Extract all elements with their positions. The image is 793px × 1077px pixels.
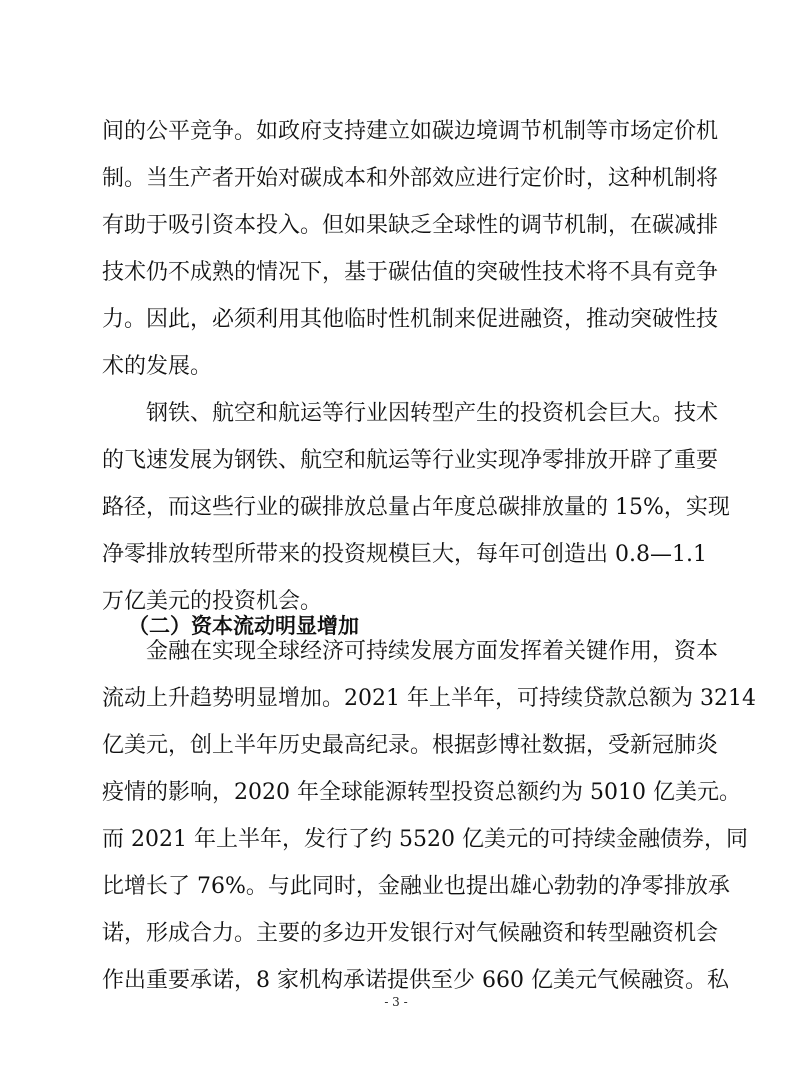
text-line: 流动上升趋势明显增加。2021 年上半年，可持续贷款总额为 3214: [102, 686, 756, 711]
text-line: 作出重要承诺，8 家机构承诺提供至少 660 亿美元气候融资。私: [102, 968, 729, 993]
text-line: 路径，而这些行业的碳排放总量占年度总碳排放量的 15%，实现: [102, 495, 730, 520]
text-line: 比增长了 76%。与此同时，金融业也提出雄心勃勃的净零排放承: [102, 874, 730, 899]
text-line: 制。当生产者开始对碳成本和外部效应进行定价时，这种机制将: [102, 166, 719, 191]
text-line: 万亿美元的投资机会。: [102, 589, 323, 614]
text-line: 钢铁、航空和航运等行业因转型产生的投资机会巨大。技术: [146, 401, 719, 426]
text-line: 术的发展。: [102, 354, 213, 379]
text-line: 间的公平竞争。如政府支持建立如碳边境调节机制等市场定价机: [102, 119, 719, 144]
text-line: 净零排放转型所带来的投资规模巨大，每年可创造出 0.8—1.1: [102, 542, 707, 567]
text-line: 诺，形成合力。主要的多边开发银行对气候融资和转型融资机会: [102, 921, 719, 946]
section-heading: （二）资本流动明显增加: [128, 614, 359, 638]
text-line: 金融在实现全球经济可持续发展方面发挥着关键作用，资本: [146, 639, 719, 664]
text-line: 亿美元，创上半年历史最高纪录。根据彭博社数据，受新冠肺炎: [102, 733, 719, 758]
page-number: - 3 -: [384, 995, 408, 1009]
text-line: 疫情的影响，2020 年全球能源转型投资总额约为 5010 亿美元。: [102, 780, 741, 805]
text-line: 力。因此，必须利用其他临时性机制来促进融资，推动突破性技: [102, 307, 719, 332]
text-line: 有助于吸引资本投入。但如果缺乏全球性的调节机制，在碳减排: [102, 213, 719, 238]
text-line: 的飞速发展为钢铁、航空和航运等行业实现净零排放开辟了重要: [102, 448, 719, 473]
text-line: 技术仍不成熟的情况下，基于碳估值的突破性技术将不具有竞争: [102, 260, 719, 285]
text-line: 而 2021 年上半年，发行了约 5520 亿美元的可持续金融债券，同: [102, 827, 748, 852]
